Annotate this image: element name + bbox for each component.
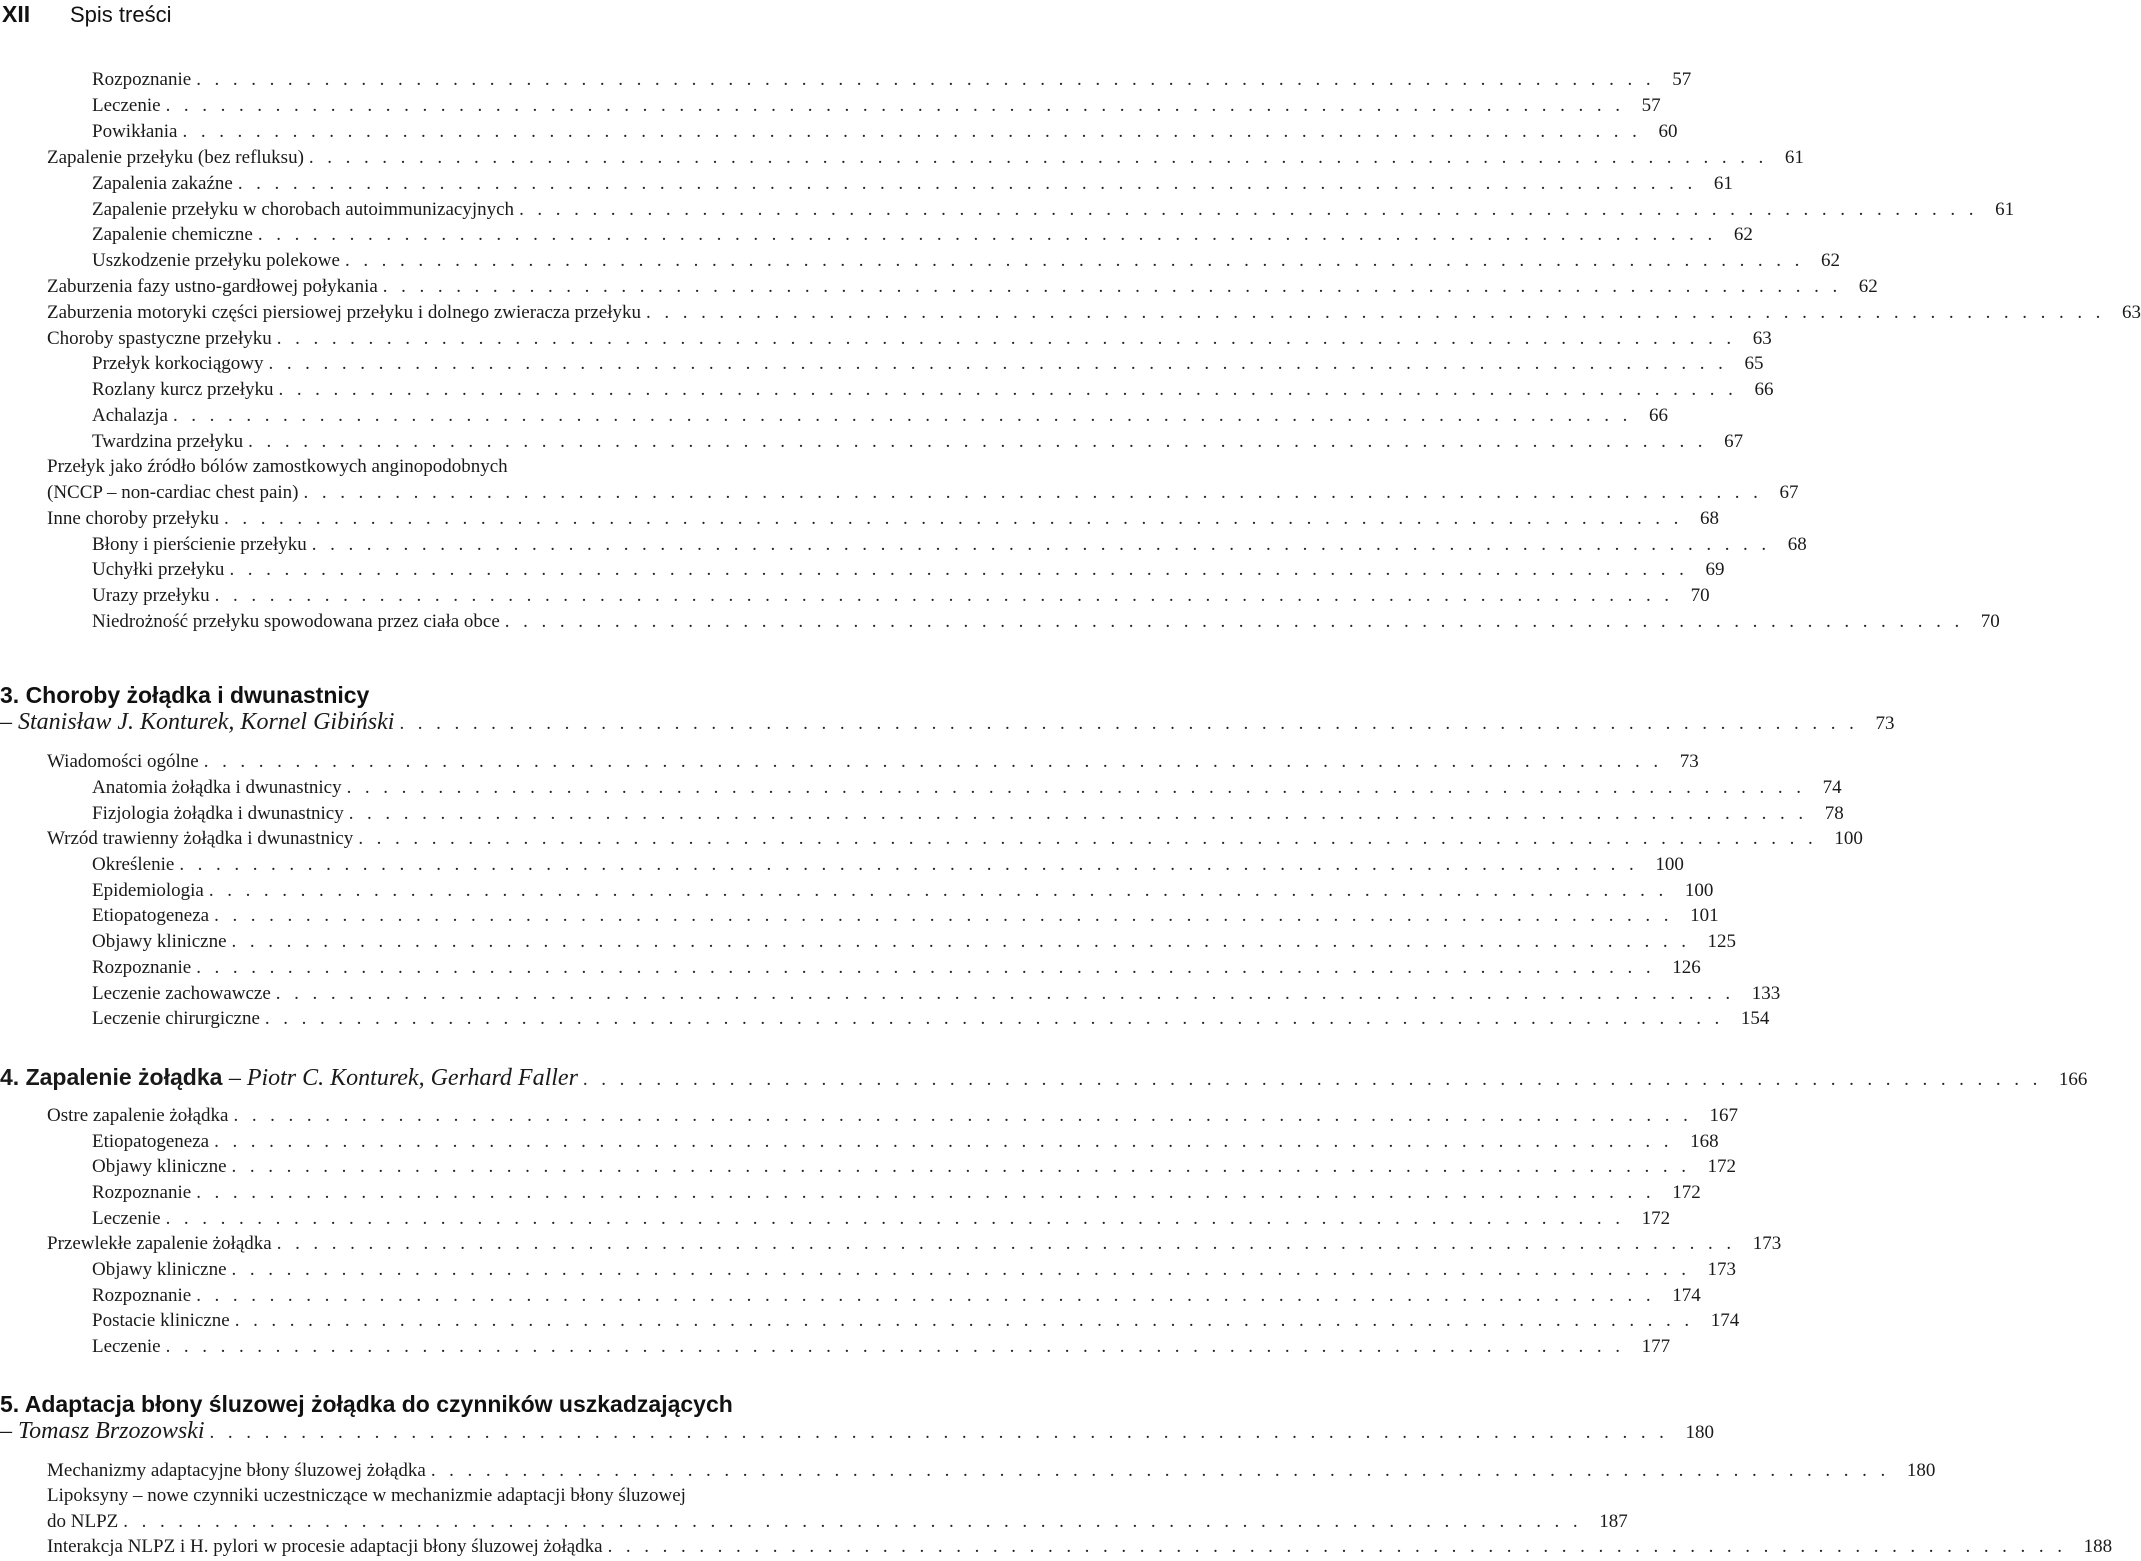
dot-leader: ................................................................................ [231, 1259, 1700, 1280]
toc-entry[interactable] [92, 903, 1719, 929]
entry-title: Zapalenie chemiczne [92, 224, 253, 245]
toc-entry[interactable] [47, 1458, 1936, 1484]
page-number: 101 [1690, 905, 1719, 926]
entry-title: Wiadomości ogólne [47, 751, 199, 772]
page-number: 154 [1740, 1008, 1770, 1029]
dot-leader: ................................................................................ [504, 611, 1973, 632]
page-header [0, 0, 960, 34]
toc-entry[interactable] [92, 171, 1733, 197]
entry-title: Objawy kliniczne [92, 1156, 227, 1177]
toc-entry[interactable] [92, 557, 1725, 583]
entry-title: Etiopatogeneza [92, 1131, 210, 1152]
toc-entry[interactable] [47, 1103, 1738, 1129]
dot-leader: ................................................................................ [276, 328, 1745, 349]
page-number: 126 [1672, 957, 1701, 978]
page-number: 177 [1641, 1336, 1671, 1357]
dot-leader: ................................................................................ [399, 713, 1868, 734]
toc-entry[interactable] [92, 1308, 1740, 1334]
chapter-title[interactable]: 5. Adaptacja błony śluzowej żołądka do czynników uszkadzających [0, 1391, 733, 1417]
entry-title: Choroby spastyczne przełyku [47, 328, 272, 349]
page-number: 78 [1824, 803, 1844, 824]
dot-leader: ................................................................................ [519, 199, 1988, 220]
dot-leader: ................................................................................ [231, 931, 1700, 952]
page-number: 73 [1875, 713, 1895, 734]
entry-title: Interakcja NLPZ i H. pylori w procesie adaptacji błony śluzowej żołądka [47, 1536, 603, 1557]
entry-title: Epidemiologia [92, 880, 204, 901]
toc-entry[interactable] [47, 1534, 2113, 1560]
dot-leader: ................................................................................ [430, 1460, 1899, 1481]
dot-leader: ................................................................................ [303, 482, 1772, 503]
chapter-title[interactable]: 3. Choroby żołądka i dwunastnicy [0, 682, 370, 708]
toc-entry[interactable] [47, 826, 1863, 852]
dot-leader: ................................................................................ [123, 1511, 1592, 1532]
entry-title: Uszkodzenie przełyku polekowe [92, 250, 340, 271]
dot-leader: ................................................................................ [264, 1008, 1733, 1029]
dot-leader: ................................................................................ [311, 534, 1780, 555]
entry-title: Błony i pierścienie przełyku [92, 534, 307, 555]
dot-leader: ................................................................................ [248, 431, 1717, 452]
entry-title: Zapalenie przełyku w chorobach autoimmunizacyjnych [92, 199, 515, 220]
entry-title: do NLPZ [47, 1511, 119, 1532]
page-number: 57 [1672, 69, 1692, 90]
dot-leader: ................................................................................ [607, 1536, 2076, 1557]
toc-entry[interactable] [92, 197, 2015, 223]
page-number: 70 [1690, 585, 1710, 606]
chapter-title[interactable] [0, 1062, 2088, 1092]
dot-leader: ................................................................................ [214, 1131, 1683, 1152]
entry-title: Objawy kliniczne [92, 1259, 227, 1280]
entry-title: – Stanisław J. Konturek, Kornel Gibiński [0, 709, 395, 735]
dot-leader: ................................................................................ [278, 379, 1747, 400]
toc-entry[interactable] [92, 1283, 1701, 1309]
entry-title: Zapalenie przełyku (bez refluksu) [47, 147, 304, 168]
entry-title: Achalazja [92, 405, 168, 426]
running-title: Spis treści [70, 2, 172, 27]
entry-title: Urazy przełyku [92, 585, 210, 606]
toc-entry[interactable] [92, 1206, 1671, 1232]
chapter-authors[interactable] [0, 1416, 1715, 1446]
dot-leader: ................................................................................ [203, 751, 1672, 772]
toc-entry[interactable] [92, 1180, 1701, 1206]
dot-leader: ................................................................................ [208, 880, 1677, 901]
entry-title: Leczenie [92, 1336, 161, 1357]
toc-entry[interactable] [92, 1154, 1737, 1180]
page-number: 100 [1655, 854, 1684, 875]
entry-title: Rozpoznanie [92, 1285, 192, 1306]
page-number: 100 [1684, 880, 1714, 901]
toc-entry[interactable] [92, 67, 1692, 93]
toc-entry[interactable] [92, 351, 1764, 377]
dot-leader: ................................................................................ [196, 69, 1665, 90]
entry-title: Niedrożność przełyku spowodowana przez ciała obce [92, 611, 500, 632]
dot-leader: ................................................................................ [582, 1069, 2051, 1090]
dot-leader: ................................................................................ [308, 147, 1777, 168]
entry-title: Rozpoznanie [92, 69, 192, 90]
toc-entry[interactable]: Lipoksyny – nowe czynniki uczestniczące w mechanizmie adaptacji błony śluzowej [47, 1485, 686, 1506]
dot-leader: ................................................................................ [268, 353, 1737, 374]
page-number: 67 [1724, 431, 1744, 452]
page-number: 66 [1648, 405, 1668, 426]
toc-entry[interactable] [92, 403, 1668, 429]
entry-title: Objawy kliniczne [92, 931, 227, 952]
page-number: 125 [1707, 931, 1737, 952]
dot-leader: ................................................................................ [382, 276, 1851, 297]
dot-leader: ................................................................................ [214, 905, 1683, 926]
entry-title: (NCCP – non-cardiac chest pain) [47, 482, 299, 503]
chapter-authors[interactable] [0, 707, 1895, 737]
dot-leader: ................................................................................ [214, 585, 1683, 606]
page-number: 166 [2058, 1069, 2088, 1090]
dot-leader: ................................................................................ [231, 1156, 1700, 1177]
dot-leader: ................................................................................ [196, 1182, 1665, 1203]
dot-leader: ................................................................................ [234, 1310, 1703, 1331]
page-number: 73 [1679, 751, 1699, 772]
page-number: 100 [1834, 828, 1863, 849]
entry-title: Zapalenia zakaźne [92, 173, 233, 194]
dot-leader: ................................................................................ [165, 1208, 1634, 1229]
toc-entry[interactable] [92, 1334, 1671, 1360]
dot-leader: ................................................................................ [233, 1105, 1702, 1126]
entry-title: Rozpoznanie [92, 1182, 192, 1203]
toc-entry[interactable] [92, 801, 1844, 827]
toc-entry[interactable] [92, 532, 1807, 558]
entry-title: Leczenie [92, 1208, 161, 1229]
toc-entry[interactable] [92, 429, 1744, 455]
page-number: 62 [1820, 250, 1840, 271]
dot-leader: ................................................................................ [346, 777, 1815, 798]
page-number: 61 [1713, 173, 1733, 194]
entry-title: Zaburzenia motoryki części piersiowej przełyku i dolnego zwieracza przełyku [47, 302, 642, 323]
dot-leader: ................................................................................ [348, 803, 1817, 824]
toc-entry[interactable] [92, 1257, 1737, 1283]
page-number: 172 [1641, 1208, 1671, 1229]
page-number: 61 [1784, 147, 1804, 168]
entry-title: Zaburzenia fazy ustno-gardłowej połykania [47, 276, 378, 297]
page-number: 180 [1685, 1422, 1715, 1443]
page-number: 63 [1752, 328, 1772, 349]
dot-leader: ................................................................................ [165, 1336, 1634, 1357]
toc-entry[interactable] [47, 749, 1699, 775]
dot-leader: ................................................................................ [224, 508, 1692, 529]
toc-entry[interactable] [47, 1231, 1782, 1257]
page-number: 62 [1733, 224, 1753, 245]
page-number: 70 [1980, 611, 2000, 632]
toc-entry[interactable] [92, 93, 1661, 119]
toc-entry[interactable] [92, 222, 1753, 248]
page-number: 68 [1787, 534, 1807, 555]
dot-leader: ................................................................................ [646, 302, 2115, 323]
toc-entry[interactable] [47, 145, 1804, 171]
entry-title: Twardzina przełyku [92, 431, 244, 452]
toc-entry[interactable] [92, 955, 1701, 981]
chapter-authors: – Piotr C. Konturek, Gerhard Faller [228, 1065, 578, 1091]
page-number: 173 [1707, 1259, 1737, 1280]
dot-leader: ................................................................................ [344, 250, 1813, 271]
dot-leader: ................................................................................ [229, 559, 1698, 580]
toc-entry[interactable] [92, 248, 1840, 274]
entry-title: Uchyłki przełyku [92, 559, 225, 580]
entry-title: Inne choroby przełyku [47, 508, 219, 529]
page-number: 57 [1641, 95, 1661, 116]
dot-leader: ................................................................................ [209, 1422, 1678, 1443]
dot-leader: ................................................................................ [237, 173, 1706, 194]
page-number: 167 [1709, 1105, 1738, 1126]
page-number: 172 [1672, 1182, 1701, 1203]
chapter-title-text: 4. Zapalenie żołądka [0, 1064, 223, 1090]
entry-title: Postacie kliniczne [92, 1310, 230, 1331]
page-number: 188 [2083, 1536, 2113, 1557]
entry-title: Ostre zapalenie żołądka [47, 1105, 229, 1126]
toc-entry[interactable] [47, 506, 1719, 532]
entry-title [0, 1062, 578, 1093]
toc-entry[interactable] [92, 1129, 1719, 1155]
page-number: 174 [1672, 1285, 1701, 1306]
entry-title: Rozlany kurcz przełyku [92, 379, 274, 400]
dot-leader: ................................................................................ [182, 121, 1651, 142]
dot-leader: ................................................................................ [257, 224, 1726, 245]
page-number: 168 [1690, 1131, 1719, 1152]
entry-title: Leczenie chirurgiczne [92, 1008, 260, 1029]
entry-title: Mechanizmy adaptacyjne błony śluzowej żołądka [47, 1460, 426, 1481]
entry-title: Fizjologia żołądka i dwunastnicy [92, 803, 344, 824]
page-number: 173 [1752, 1233, 1782, 1254]
toc-entry[interactable] [47, 1509, 1628, 1535]
page-number: 187 [1599, 1511, 1628, 1532]
toc-entry[interactable] [92, 1006, 1770, 1032]
entry-title: Anatomia żołądka i dwunastnicy [92, 777, 342, 798]
toc-entry[interactable] [92, 609, 2000, 635]
page-number: 68 [1700, 508, 1719, 529]
page-number: 133 [1751, 983, 1781, 1004]
entry-title: Przewlekłe zapalenie żołądka [47, 1233, 272, 1254]
page-number: 63 [2122, 302, 2141, 323]
dot-leader: ................................................................................ [196, 1285, 1665, 1306]
page-number: 60 [1658, 121, 1678, 142]
entry-title: Przełyk korkociągowy [92, 353, 264, 374]
page-number: XII [2, 1, 31, 27]
page-number: 180 [1906, 1460, 1936, 1481]
dot-leader: ................................................................................ [196, 957, 1665, 978]
toc-entry[interactable] [92, 852, 1684, 878]
page-number: 69 [1705, 559, 1725, 580]
page-number: 74 [1822, 777, 1842, 798]
dot-leader: ................................................................................ [172, 405, 1641, 426]
entry-title: Etiopatogeneza [92, 905, 210, 926]
toc-entry[interactable] [92, 119, 1678, 145]
entry-title: Wrzód trawienny żołądka i dwunastnicy [47, 828, 354, 849]
toc-entry[interactable] [92, 775, 1842, 801]
toc-entry[interactable] [47, 326, 1772, 352]
toc-entry[interactable] [92, 583, 1710, 609]
toc-entry[interactable] [47, 274, 1878, 300]
dot-leader: ................................................................................ [179, 854, 1648, 875]
entry-title: Leczenie [92, 95, 161, 116]
toc-entry[interactable] [92, 878, 1714, 904]
page-number: 67 [1779, 482, 1799, 503]
entry-title: Leczenie zachowawcze [92, 983, 271, 1004]
entry-title: Określenie [92, 854, 175, 875]
toc-entry[interactable] [47, 480, 1799, 506]
dot-leader: ................................................................................ [358, 828, 1827, 849]
toc-entry[interactable]: Przełyk jako źródło bólów zamostkowych anginopodobnych [47, 456, 508, 477]
entry-title: – Tomasz Brzozowski [0, 1418, 205, 1444]
page-number: 65 [1744, 353, 1764, 374]
toc-entry[interactable] [92, 377, 1774, 403]
dot-leader: ................................................................................ [276, 1233, 1745, 1254]
page-number: 172 [1707, 1156, 1737, 1177]
page-number: 174 [1710, 1310, 1740, 1331]
entry-title: Rozpoznanie [92, 957, 192, 978]
page-number: 62 [1858, 276, 1878, 297]
page-number: 66 [1754, 379, 1774, 400]
toc-entry[interactable] [92, 981, 1781, 1007]
toc-entry[interactable] [92, 929, 1737, 955]
toc-entry[interactable] [47, 300, 2141, 326]
page-number: 61 [1995, 199, 2015, 220]
dot-leader: ................................................................................ [275, 983, 1744, 1004]
dot-leader: ................................................................................ [165, 95, 1634, 116]
entry-title: Powikłania [92, 121, 178, 142]
